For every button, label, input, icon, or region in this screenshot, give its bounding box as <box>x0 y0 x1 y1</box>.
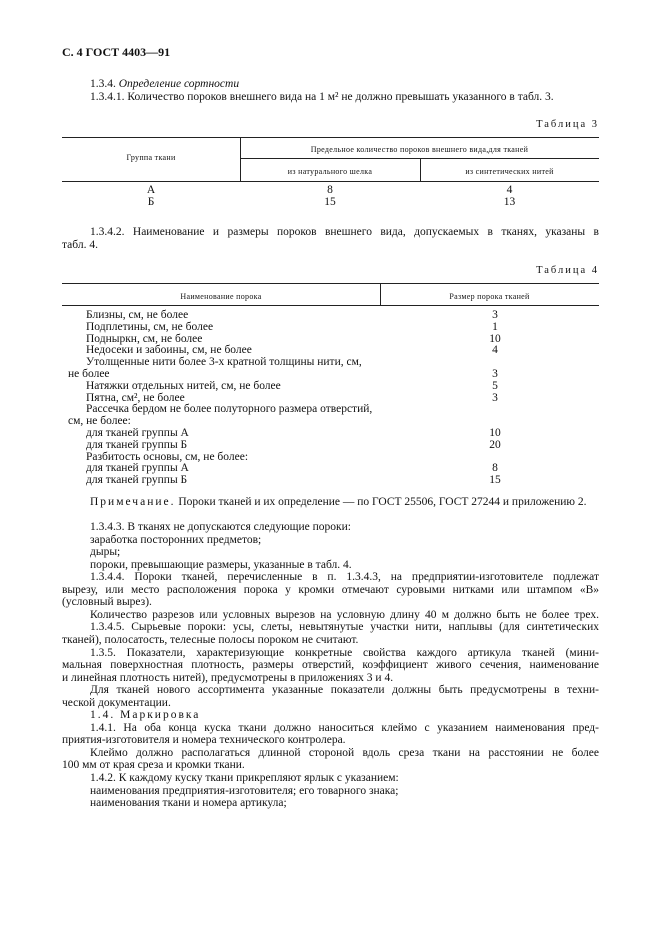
body-line: 1.3.4.3. В тканях не допускаются следующие пороки: <box>90 521 351 533</box>
table3-header-natural: из натурального шелка <box>287 167 373 176</box>
body-line: заработка посторонних предметов; <box>90 533 262 546</box>
table4-cell-name: Рассечка бердом не более полуторного размера отверстий, <box>86 403 373 416</box>
body-line: 1.3.5. Показатели, характеризующие конкретные свойства каждого артикула тканей (мини- <box>90 646 599 659</box>
page-header: С. 4 ГОСТ 4403—91 <box>62 45 171 59</box>
table4-cell-value: 10 <box>489 332 501 345</box>
body-line: Для тканей нового ассортимента указанные показатели должны быть предусмотрены в техни- <box>90 684 599 697</box>
table4-cell-name: см, не более: <box>68 415 131 428</box>
table4-cell-value: 15 <box>489 474 501 487</box>
body-line: ческой документации. <box>62 696 171 709</box>
body-line: и линейная плотность нитей), предусмотрены в приложениях 3 и 4. <box>62 671 394 684</box>
table4-cell-name: Утолщенные нити более 3-х кратной толщины нити, см, <box>86 356 362 369</box>
body-line: 1.4. Маркировка <box>90 709 201 722</box>
table3-cell-group: Б <box>147 196 155 208</box>
table4-cell-name: Пятна, см², не более <box>86 391 185 404</box>
table4-cell-value: 3 <box>492 309 498 321</box>
table3-cell-group: А <box>146 184 156 196</box>
body-line: пороки, превышающие размеры, указанные в табл. 4. <box>90 558 352 571</box>
table3-header-synth: из синтетических нитей <box>465 167 554 176</box>
paragraph-1-3-4-2-line2: табл. 4. <box>62 239 98 251</box>
table4-cell-name: не более <box>68 368 110 380</box>
body-line: наименования ткани и номера артикула; <box>90 797 287 810</box>
table4-cell-name: Близны, см, не более <box>86 309 189 321</box>
table3-cell-natural: 8 <box>327 184 333 196</box>
table4-cell-value: 4 <box>492 344 498 357</box>
body-line: (условный вырез). <box>62 596 152 609</box>
table3-cell-synth: 13 <box>503 196 516 208</box>
table4-cell-value: 8 <box>492 462 498 475</box>
table4-cell-value: 20 <box>489 438 501 451</box>
body-line: наименования предприятия-изготовителя; его товарного знака; <box>90 784 399 797</box>
table4-header-name: Наименование порока <box>180 292 262 301</box>
body-line: Количество разрезов или условных вырезов на условную длину 40 м должно быть не более трех. <box>90 608 599 621</box>
note-label: Примечание. <box>90 496 176 508</box>
table4-cell-value: 1 <box>492 320 498 333</box>
table4-cell-value: 10 <box>489 427 501 439</box>
body-line: 1.3.4.5. Сырьевые пороки: усы, слеты, невытянутые участки нити, наплывы (для синтетических <box>90 621 599 634</box>
paragraph-1-3-4-1: 1.3.4.1. Количество пороков внешнего вида на 1 м² не должно превышать указанного в табл. 3. <box>90 91 554 103</box>
body-line: вырезу, или место расположения порока у кромки отмечают суровыми нитками или штампом «В» <box>62 583 599 596</box>
table3-cell-synth: 4 <box>506 184 513 196</box>
table4-cell-name: Натяжки отдельных нитей, см, не более <box>86 379 281 392</box>
body-line: 1.4.2. К каждому куску ткани прикрепляют ярлык с указанием: <box>90 772 399 784</box>
table3-cell-natural: 15 <box>324 196 336 208</box>
section-1-3-4 <box>90 78 239 91</box>
table4-note <box>90 496 587 509</box>
table4-cell-name: для тканей группы А <box>86 427 189 439</box>
note-text: Пороки тканей и их определение — по ГОСТ 25506, ГОСТ 27244 и приложению 2. <box>178 496 587 508</box>
body-line: 1.3.4.4. Пороки тканей, перечисленные в п. 1.3.4.3, на предприятии-изготовителе подлежат <box>90 571 599 584</box>
body-line: тканей), полосатость, телесные полосы пороком не считают. <box>62 633 359 646</box>
section-title: Определение сортности <box>118 78 240 90</box>
table4-cell-name: Подплетины, см, не более <box>86 320 214 333</box>
table4-cell-name: Недосеки и забоины, см, не более <box>86 344 252 357</box>
table4-cell-value: 3 <box>492 368 498 380</box>
body-line: мальная поверхностная плотность, размеры отверстий, коэффициент живого сечения, наименование <box>62 659 599 672</box>
section-number: 1.3.4. <box>90 78 116 90</box>
table4-cell-name: для тканей группы А <box>86 462 189 475</box>
table3-header-group: Группа ткани <box>126 153 176 162</box>
table4-cell-name: для тканей группы Б <box>86 474 188 487</box>
table3-header-max: Предельное количество пороков внешнего вида,для тканей <box>310 145 529 154</box>
body-line: 100 мм от края среза и кромки ткани. <box>62 759 245 772</box>
table4-cell-name: Подныркн, см, не более <box>86 332 203 345</box>
table4-cell-name: для тканей группы Б <box>86 438 188 451</box>
table4-label: Таблица 4 <box>536 265 599 276</box>
body-line: Клеймо должно располагаться длинной стороной вдоль среза ткани на расстоянии не более <box>90 746 599 759</box>
paragraph-1-3-4-2-line1: 1.3.4.2. Наименование и размеры пороков внешнего вида, допускаемых в тканях, указаны в <box>90 226 599 238</box>
table4-cell-value: 3 <box>492 391 498 404</box>
table3-label: Таблица 3 <box>536 119 599 130</box>
table4-header-size: Размер порока тканей <box>449 292 530 301</box>
table4-cell-value: 5 <box>492 379 498 392</box>
table4-cell-name: Разбитость основы, см, не более: <box>86 450 249 463</box>
body-line: дыры; <box>90 546 121 559</box>
body-line: приятия-изготовителя и номера технического контролера. <box>62 734 346 747</box>
body-line: 1.4.1. На оба конца куска ткани должно наноситься клеймо с указанием наименования пред- <box>90 721 599 734</box>
